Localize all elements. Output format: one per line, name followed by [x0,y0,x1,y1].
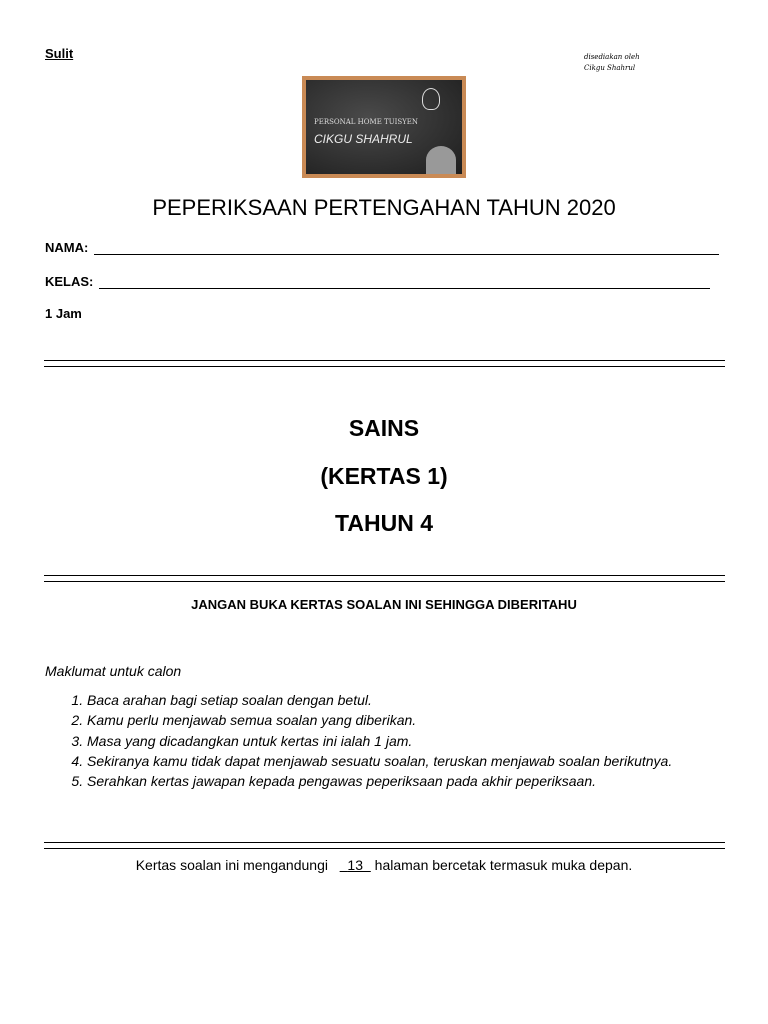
signature [584,52,640,74]
divider [44,360,725,367]
instruction-item: 4. Sekiranya kamu tidak dapat menjawab sesuatu soalan, teruskan menjawab soalan berikutnya. [87,751,672,771]
instruction-item: 3. Masa yang dicadangkan untuk kertas ini ialah 1 jam. [87,731,672,751]
logo-line1: PERSONAL HOME TUISYEN [314,118,419,126]
signature-line: Cikgu Shahrul [584,64,636,72]
page-count-value: 13 [347,857,363,873]
year-level: TAHUN 4 [335,510,433,536]
class-label: KELAS: [45,274,94,289]
instructions-list [45,690,672,791]
name-line[interactable] [94,242,719,255]
name-field[interactable] [45,240,719,255]
class-field[interactable] [45,274,710,289]
classification-label: Sulit [45,46,74,61]
instruction-item: 2. Kamu perlu menjawab semua soalan yang diberikan. [87,710,672,730]
logo-line2: CIKGU SHAHRUL [314,132,413,146]
instructions-heading: Maklumat untuk calon [45,663,182,679]
chalkboard-logo [302,76,466,178]
subject-name: SAINS [348,415,420,441]
class-line[interactable] [99,276,710,289]
lightbulb-icon [422,88,440,110]
instruction-item: 5. Serahkan kertas jawapan kepada pengawas peperiksaan pada akhir peperiksaan. [87,771,672,791]
footer-text: Kertas soalan ini mengandungi [135,857,328,873]
page-count [340,857,371,873]
warning-text: JANGAN BUKA KERTAS SOALAN INI SEHINGGA DIBERITAHU [191,597,577,612]
footer-text: halaman bercetak termasuk muka depan. [374,857,633,873]
exam-title: PEPERIKSAAN PERTENGAHAN TAHUN 2020 [152,195,616,220]
duration: 1 Jam [45,306,82,321]
instruction-item: 1. Baca arahan bagi setiap soalan dengan betul. [87,690,672,710]
paper-number: (KERTAS 1) [320,463,448,489]
signature-line: disediakan oleh [584,53,640,61]
thinker-icon [426,146,456,174]
divider [44,575,725,582]
name-label: NAMA: [45,240,89,255]
page-count-note [0,857,768,873]
divider [44,842,725,849]
